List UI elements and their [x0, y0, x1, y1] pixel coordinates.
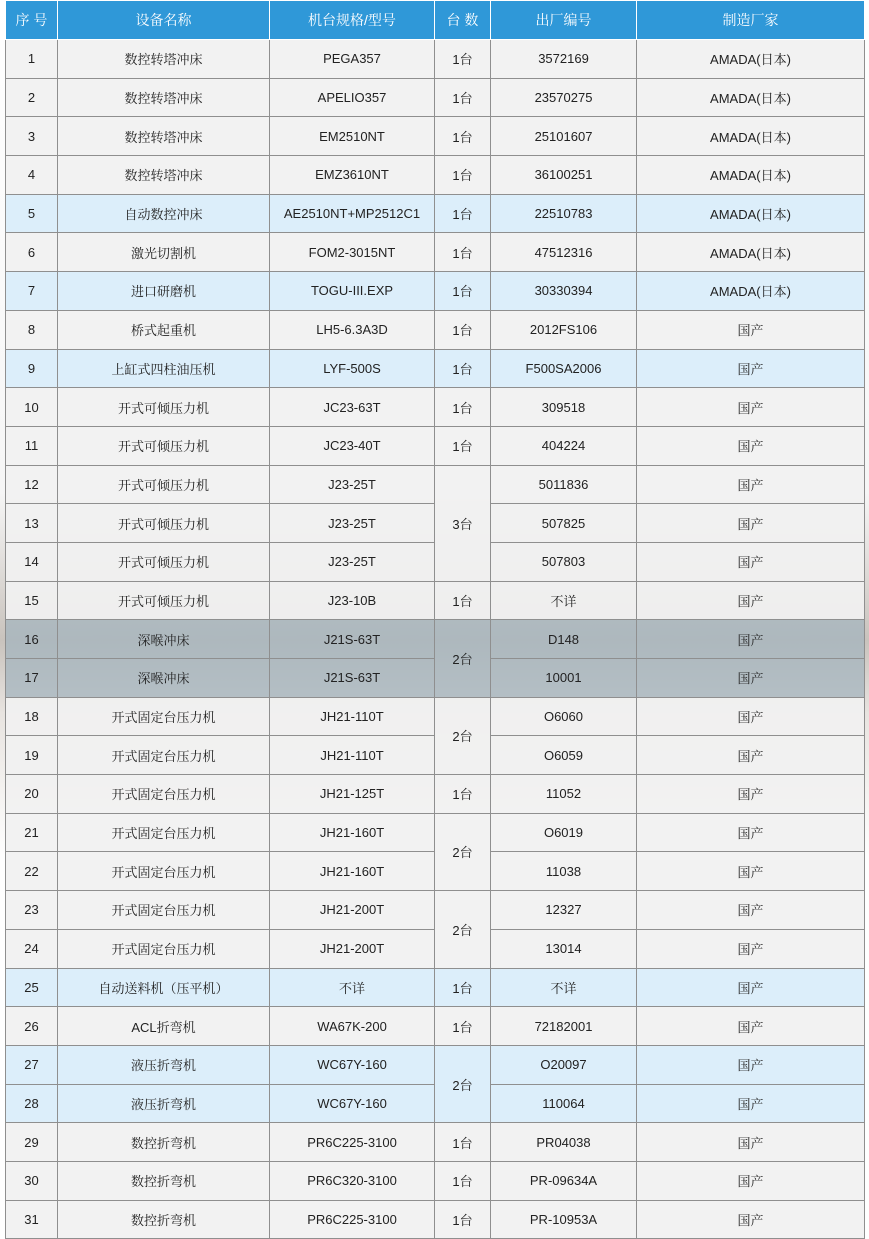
cell-model: JC23-40T: [270, 426, 435, 465]
cell-name: 数控转塔冲床: [58, 156, 270, 195]
cell-maker: 国产: [637, 388, 865, 427]
cell-no: 28: [6, 1084, 58, 1123]
cell-model: J23-25T: [270, 542, 435, 581]
cell-qty: 1台: [435, 1161, 491, 1200]
cell-model: WC67Y-160: [270, 1045, 435, 1084]
cell-no: 27: [6, 1045, 58, 1084]
cell-serial: O20097: [491, 1045, 637, 1084]
cell-no: 8: [6, 310, 58, 349]
cell-maker: 国产: [637, 852, 865, 891]
table-row: [6, 1123, 865, 1162]
cell-no: 2: [6, 78, 58, 117]
cell-model: JH21-110T: [270, 736, 435, 775]
cell-no: 10: [6, 388, 58, 427]
cell-no: 19: [6, 736, 58, 775]
cell-qty: 1台: [435, 388, 491, 427]
cell-name: 液压折弯机: [58, 1045, 270, 1084]
cell-model: FOM2-3015NT: [270, 233, 435, 272]
cell-serial: 不详: [491, 581, 637, 620]
cell-name: 桥式起重机: [58, 310, 270, 349]
cell-qty: 1台: [435, 78, 491, 117]
cell-model: EM2510NT: [270, 117, 435, 156]
cell-serial: 5011836: [491, 465, 637, 504]
cell-model: WA67K-200: [270, 1007, 435, 1046]
table-row: [6, 233, 865, 272]
cell-maker: AMADA(日本): [637, 233, 865, 272]
cell-maker: 国产: [637, 581, 865, 620]
cell-model: JH21-160T: [270, 852, 435, 891]
cell-qty: 1台: [435, 40, 491, 79]
cell-model: PR6C225-3100: [270, 1123, 435, 1162]
cell-no: 9: [6, 349, 58, 388]
cell-name: 开式固定台压力机: [58, 929, 270, 968]
cell-serial: 10001: [491, 659, 637, 698]
cell-serial: PR04038: [491, 1123, 637, 1162]
cell-name: 自动送料机（压平机）: [58, 968, 270, 1007]
cell-no: 5: [6, 194, 58, 233]
cell-qty: 1台: [435, 194, 491, 233]
cell-maker: 国产: [637, 659, 865, 698]
cell-maker: 国产: [637, 620, 865, 659]
cell-no: 11: [6, 426, 58, 465]
cell-serial: 110064: [491, 1084, 637, 1123]
cell-name: 数控折弯机: [58, 1161, 270, 1200]
table-row: [6, 78, 865, 117]
cell-maker: 国产: [637, 1161, 865, 1200]
cell-no: 25: [6, 968, 58, 1007]
cell-serial: 404224: [491, 426, 637, 465]
cell-qty: 1台: [435, 272, 491, 311]
cell-qty: 1台: [435, 581, 491, 620]
cell-serial: O6019: [491, 813, 637, 852]
cell-maker: 国产: [637, 697, 865, 736]
cell-serial: O6059: [491, 736, 637, 775]
table-header: [6, 1, 865, 40]
cell-model: JC23-63T: [270, 388, 435, 427]
cell-qty: 1台: [435, 968, 491, 1007]
cell-name: 深喉冲床: [58, 659, 270, 698]
cell-maker: AMADA(日本): [637, 194, 865, 233]
cell-serial: 22510783: [491, 194, 637, 233]
header-model: 机台规格/型号: [270, 1, 435, 40]
cell-qty: 1台: [435, 1123, 491, 1162]
cell-model: AE2510NT+MP2512C1: [270, 194, 435, 233]
cell-model: PEGA357: [270, 40, 435, 79]
cell-name: ACL折弯机: [58, 1007, 270, 1046]
cell-model: JH21-110T: [270, 697, 435, 736]
cell-qty: 1台: [435, 426, 491, 465]
table-row: [6, 1045, 865, 1084]
cell-maker: 国产: [637, 504, 865, 543]
cell-name: 深喉冲床: [58, 620, 270, 659]
table-row: [6, 620, 865, 659]
cell-name: 开式固定台压力机: [58, 852, 270, 891]
table-row: [6, 465, 865, 504]
header-name: 设备名称: [58, 1, 270, 40]
cell-model: JH21-200T: [270, 891, 435, 930]
cell-name: 开式可倾压力机: [58, 504, 270, 543]
cell-no: 18: [6, 697, 58, 736]
cell-serial: 309518: [491, 388, 637, 427]
cell-name: 数控折弯机: [58, 1200, 270, 1239]
cell-maker: 国产: [637, 1084, 865, 1123]
cell-maker: 国产: [637, 891, 865, 930]
cell-model: J23-25T: [270, 504, 435, 543]
cell-no: 7: [6, 272, 58, 311]
cell-no: 3: [6, 117, 58, 156]
cell-no: 1: [6, 40, 58, 79]
cell-name: 液压折弯机: [58, 1084, 270, 1123]
cell-name: 开式固定台压力机: [58, 775, 270, 814]
table-row: [6, 697, 865, 736]
header-serial: 出厂编号: [491, 1, 637, 40]
cell-maker: 国产: [637, 813, 865, 852]
cell-model: J23-10B: [270, 581, 435, 620]
cell-name: 开式可倾压力机: [58, 542, 270, 581]
table-row: [6, 349, 865, 388]
cell-no: 21: [6, 813, 58, 852]
cell-qty: 2台: [435, 1045, 491, 1122]
cell-maker: 国产: [637, 1200, 865, 1239]
table-row: [6, 310, 865, 349]
cell-maker: AMADA(日本): [637, 78, 865, 117]
cell-maker: AMADA(日本): [637, 156, 865, 195]
cell-maker: 国产: [637, 775, 865, 814]
cell-maker: 国产: [637, 349, 865, 388]
cell-no: 30: [6, 1161, 58, 1200]
cell-serial: PR-09634A: [491, 1161, 637, 1200]
cell-serial: PR-10953A: [491, 1200, 637, 1239]
cell-maker: 国产: [637, 929, 865, 968]
cell-serial: 47512316: [491, 233, 637, 272]
cell-name: 开式可倾压力机: [58, 465, 270, 504]
cell-maker: AMADA(日本): [637, 117, 865, 156]
cell-qty: 1台: [435, 117, 491, 156]
cell-qty: 1台: [435, 310, 491, 349]
cell-qty: 2台: [435, 891, 491, 968]
table-row: [6, 426, 865, 465]
cell-no: 29: [6, 1123, 58, 1162]
cell-qty: 2台: [435, 697, 491, 774]
cell-qty: 2台: [435, 813, 491, 890]
table-row: [6, 1161, 865, 1200]
cell-model: PR6C225-3100: [270, 1200, 435, 1239]
cell-qty: 1台: [435, 775, 491, 814]
cell-serial: F500SA2006: [491, 349, 637, 388]
cell-no: 24: [6, 929, 58, 968]
cell-no: 15: [6, 581, 58, 620]
cell-name: 开式固定台压力机: [58, 891, 270, 930]
cell-no: 14: [6, 542, 58, 581]
cell-name: 开式可倾压力机: [58, 426, 270, 465]
cell-serial: 3572169: [491, 40, 637, 79]
cell-maker: AMADA(日本): [637, 40, 865, 79]
table-row: [6, 156, 865, 195]
cell-no: 16: [6, 620, 58, 659]
table-row: [6, 40, 865, 79]
cell-name: 激光切割机: [58, 233, 270, 272]
cell-qty: 1台: [435, 1007, 491, 1046]
cell-maker: 国产: [637, 1007, 865, 1046]
table-row: [6, 272, 865, 311]
cell-maker: 国产: [637, 1123, 865, 1162]
cell-no: 13: [6, 504, 58, 543]
header-row: [6, 1, 865, 40]
cell-no: 20: [6, 775, 58, 814]
cell-no: 22: [6, 852, 58, 891]
cell-model: APELIO357: [270, 78, 435, 117]
cell-name: 开式固定台压力机: [58, 736, 270, 775]
header-maker: 制造厂家: [637, 1, 865, 40]
cell-qty: 1台: [435, 156, 491, 195]
cell-qty: 3台: [435, 465, 491, 581]
table-body: [6, 40, 865, 1239]
header-no: 序 号: [6, 1, 58, 40]
cell-qty: 1台: [435, 349, 491, 388]
cell-name: 自动数控冲床: [58, 194, 270, 233]
cell-serial: 23570275: [491, 78, 637, 117]
cell-model: JH21-200T: [270, 929, 435, 968]
cell-model: PR6C320-3100: [270, 1161, 435, 1200]
table-row: [6, 1200, 865, 1239]
cell-serial: O6060: [491, 697, 637, 736]
table-row: [6, 388, 865, 427]
cell-no: 31: [6, 1200, 58, 1239]
cell-maker: 国产: [637, 968, 865, 1007]
cell-serial: 11052: [491, 775, 637, 814]
cell-no: 26: [6, 1007, 58, 1046]
cell-name: 数控转塔冲床: [58, 40, 270, 79]
cell-no: 23: [6, 891, 58, 930]
cell-maker: 国产: [637, 310, 865, 349]
cell-serial: 12327: [491, 891, 637, 930]
cell-no: 17: [6, 659, 58, 698]
cell-serial: 507825: [491, 504, 637, 543]
cell-name: 开式固定台压力机: [58, 813, 270, 852]
cell-model: J21S-63T: [270, 620, 435, 659]
header-qty: 台 数: [435, 1, 491, 40]
cell-name: 数控转塔冲床: [58, 78, 270, 117]
cell-serial: 36100251: [491, 156, 637, 195]
cell-name: 进口研磨机: [58, 272, 270, 311]
table-row: [6, 581, 865, 620]
cell-no: 4: [6, 156, 58, 195]
cell-name: 开式可倾压力机: [58, 388, 270, 427]
cell-name: 开式固定台压力机: [58, 697, 270, 736]
cell-model: 不详: [270, 968, 435, 1007]
cell-qty: 2台: [435, 620, 491, 697]
cell-maker: 国产: [637, 736, 865, 775]
cell-model: JH21-125T: [270, 775, 435, 814]
cell-model: J21S-63T: [270, 659, 435, 698]
table-row: [6, 117, 865, 156]
cell-maker: 国产: [637, 465, 865, 504]
table-row: [6, 775, 865, 814]
table-row: [6, 194, 865, 233]
cell-model: WC67Y-160: [270, 1084, 435, 1123]
cell-no: 12: [6, 465, 58, 504]
cell-model: TOGU-III.EXP: [270, 272, 435, 311]
cell-no: 6: [6, 233, 58, 272]
cell-maker: 国产: [637, 542, 865, 581]
cell-name: 上缸式四柱油压机: [58, 349, 270, 388]
cell-serial: D148: [491, 620, 637, 659]
cell-serial: 11038: [491, 852, 637, 891]
equipment-table: [5, 0, 865, 1239]
table-row: [6, 1007, 865, 1046]
cell-maker: 国产: [637, 1045, 865, 1084]
table-row: [6, 968, 865, 1007]
cell-model: LH5-6.3A3D: [270, 310, 435, 349]
cell-serial: 25101607: [491, 117, 637, 156]
cell-serial: 30330394: [491, 272, 637, 311]
cell-qty: 1台: [435, 233, 491, 272]
cell-maker: 国产: [637, 426, 865, 465]
cell-model: EMZ3610NT: [270, 156, 435, 195]
cell-qty: 1台: [435, 1200, 491, 1239]
cell-maker: AMADA(日本): [637, 272, 865, 311]
cell-model: LYF-500S: [270, 349, 435, 388]
cell-serial: 507803: [491, 542, 637, 581]
cell-serial: 2012FS106: [491, 310, 637, 349]
table-row: [6, 891, 865, 930]
cell-serial: 13014: [491, 929, 637, 968]
cell-name: 数控折弯机: [58, 1123, 270, 1162]
cell-serial: 72182001: [491, 1007, 637, 1046]
cell-model: J23-25T: [270, 465, 435, 504]
cell-model: JH21-160T: [270, 813, 435, 852]
table-row: [6, 813, 865, 852]
cell-serial: 不详: [491, 968, 637, 1007]
cell-name: 数控转塔冲床: [58, 117, 270, 156]
cell-name: 开式可倾压力机: [58, 581, 270, 620]
